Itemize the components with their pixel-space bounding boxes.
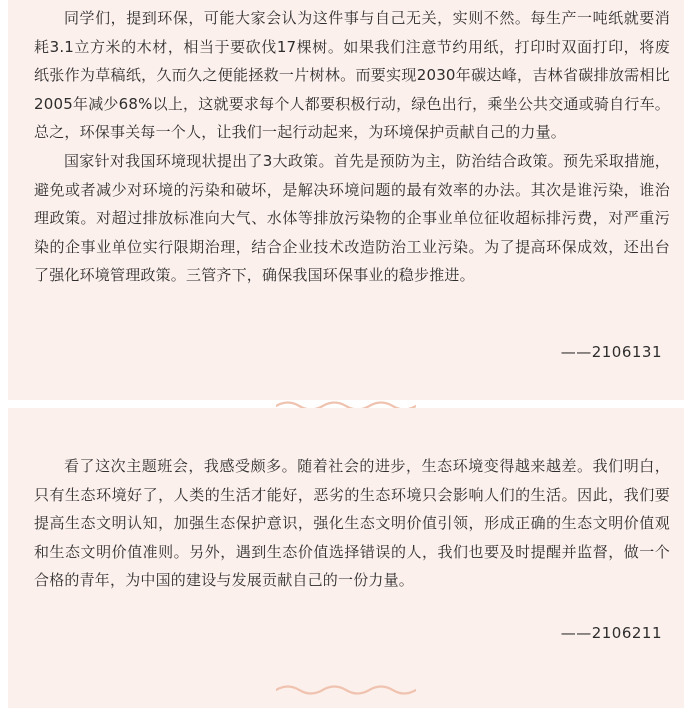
essay-1-text [34, 4, 670, 290]
essay-2-text [34, 452, 670, 595]
essay-card-1 [8, 0, 684, 400]
wave-divider-icon [276, 682, 416, 696]
essay-1-paragraph-2: 国家针对我国环境现状提出了3大政策。首先是预防为主，防治结合政策。预先采取措施，避免或者减少对环境的污染和破坏，是解决环境问题的最有效率的办法。其次是谁污染，谁治理政策。对超过排放标准向大气、水体等排放污染物的企事业单位征收超标排污费，对严重污染的企事业单位实行限期治理，结合企业技术改造防治工业污染。为了提高环保成效，还出台了强化环境管理政策。三管齐下，确保我国环保事业的稳步推进。 [34, 151, 670, 285]
essay-2-signature: ——2106211 [560, 624, 662, 642]
essay-1-signature: ——2106131 [560, 343, 662, 361]
essay-1-paragraph-1: 同学们，提到环保，可能大家会认为这件事与自己无关，实则不然。每生产一吨纸就要消耗3.1立方米的木材，相当于要砍伐17棵树。如果我们注意节约用纸，打印时双面打印，将废纸张作为草稿纸，久而久之便能拯救一片树林。而要实现2030年碳达峰，吉林省碳排放需相比2005年减少68%以上，这就要求每个人都要积极行动，绿色出行，乘坐公共交通或骑自行车。总之，环保事关每一个人，让我们一起行动起来，为环境保护贡献自己的力量。 [34, 9, 670, 142]
essay-card-2 [8, 408, 684, 708]
essay-2-paragraph-1: 看了这次主题班会，我感受颇多。随着社会的进步，生态环境变得越来越差。我们明白，只有生态环境好了，人类的生活才能好，恶劣的生态环境只会影响人们的生活。因此，我们要提高生态文明认知，加强生态保护意识，强化生态文明价值引领，形成正确的生态文明价值观和生态文明价值准则。另外，遇到生态价值选择错误的人，我们也要及时提醒并监督，做一个合格的青年，为中国的建设与发展贡献自己的一份力量。 [34, 457, 670, 590]
